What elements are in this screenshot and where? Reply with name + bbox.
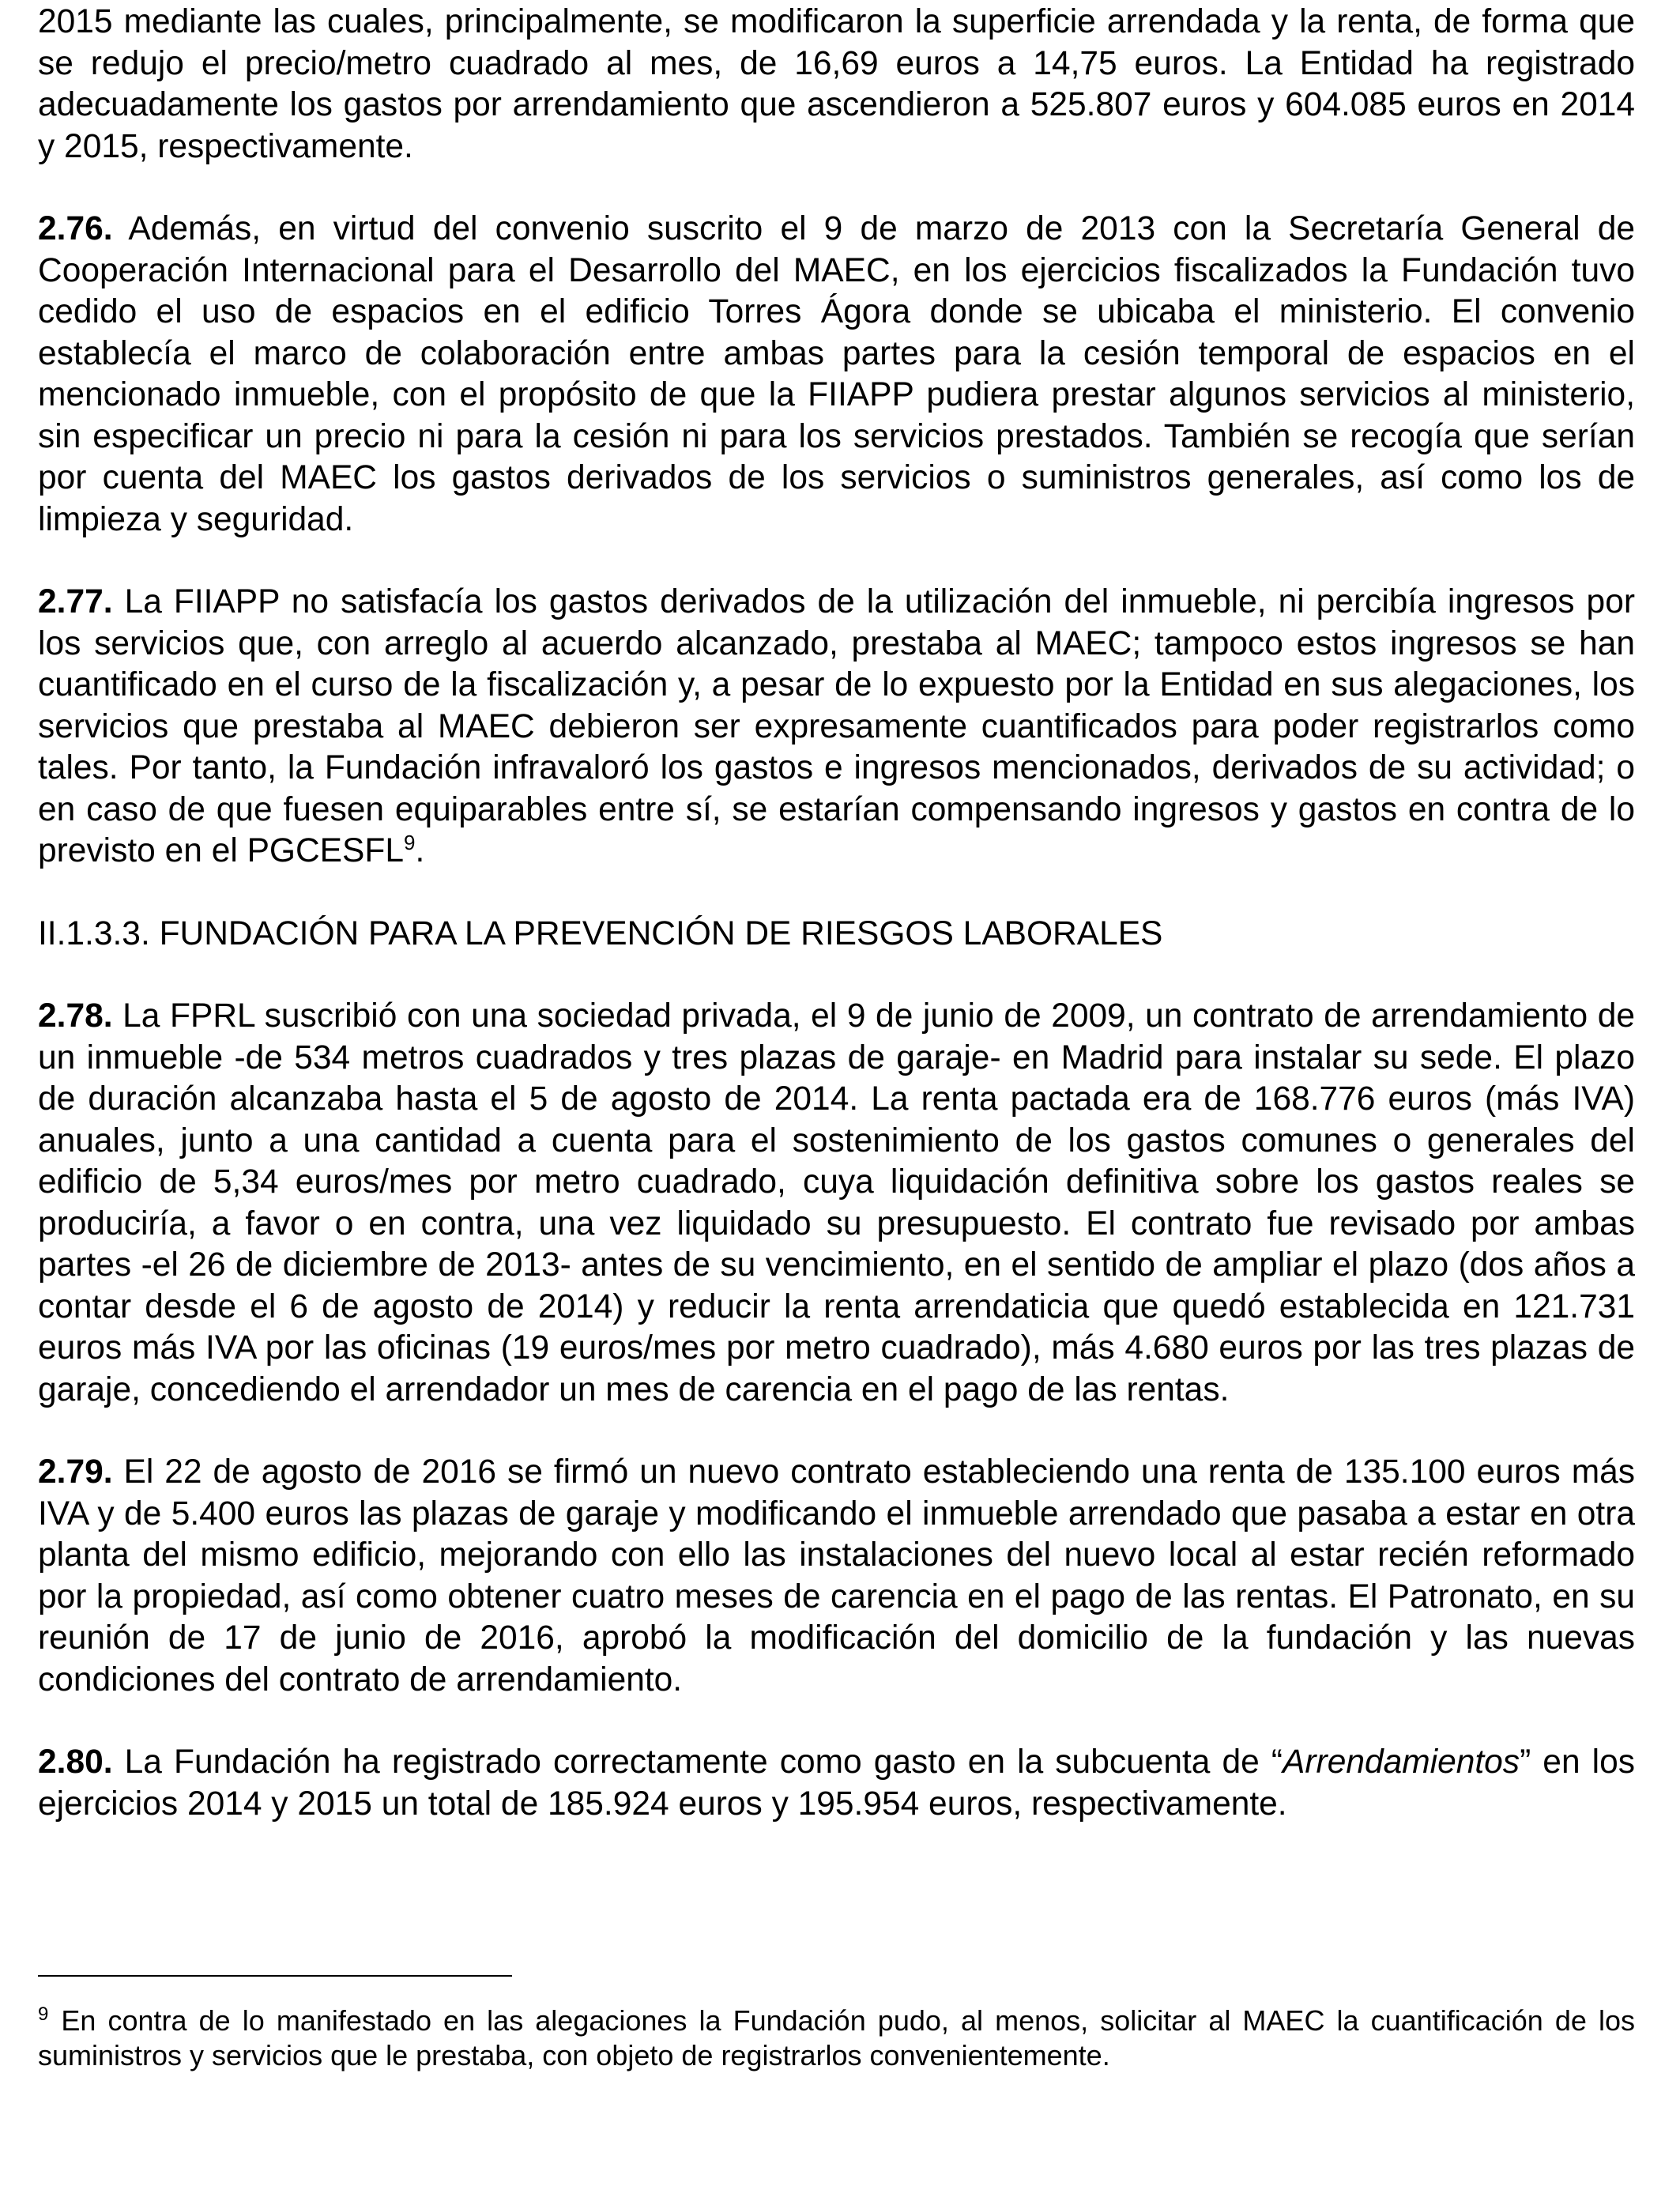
paragraph-text: La FIIAPP no satisfacía los gastos derivados de la utilización del inmueble, ni percibía ingresos por los servicios que, con arreglo al acuerdo alcanzado, prestaba al MAEC; tampoco estos ingresos se han cuantificado en el curso de la fiscalización y, a pesar de lo expuesto por la Entidad en sus alegaciones, los servicios que prestaba al MAEC debieron ser expresamente cuantificados para poder registrarlos como tales. Por tanto, la Fundación infravaloró los gastos e ingresos mencionados, derivados de su actividad; o en caso de que fuesen equiparables entre sí, se estarían compensando ingresos y gastos en contra de lo previsto en el PGCESFL [38, 583, 1635, 869]
footnote-reference[interactable]: 9 [403, 830, 416, 854]
paragraph-number: 2.76. [38, 210, 113, 247]
paragraph-text: La FPRL suscribió con una sociedad privada, el 9 de junio de 2009, un contrato de arrendamiento de un inmueble -de 534 metros cuadrados y tres plazas de garaje- en Madrid para instalar su sede. El plazo de duración alcanzaba hasta el 5 de agosto de 2014. La renta pactada era de 168.776 euros (más IVA) anuales, junto a una cantidad a cuenta para el sostenimiento de los gastos comunes o generales del edificio de 5,34 euros/mes por metro cuadrado, cuya liquidación definitiva sobre los gastos reales se produciría, a favor o en contra, una vez liquidado su presupuesto. El contrato fue revisado por ambas partes -el 26 de diciembre de 2013- antes de su vencimiento, en el sentido de ampliar el plazo (dos años a contar desde el 6 de agosto de 2014) y reducir la renta arrendaticia que quedó establecida en 121.731 euros más IVA por las oficinas (19 euros/mes por metro cuadrado), más 4.680 euros por las tres plazas de garaje, concediendo el arrendador un mes de carencia en el pago de las rentas. [38, 997, 1635, 1408]
paragraph-text: El 22 de agosto de 2016 se firmó un nuevo contrato estableciendo una renta de 135.100 euros más IVA y de 5.400 euros las plazas de garaje y modificando el inmueble arrendado que pasaba a estar en otra planta del mismo edificio, mejorando con ello las instalaciones del nuevo local al estar recién reformado por la propiedad, así como obtener cuatro meses de carencia en el pago de las rentas. El Patronato, en su reunión de 17 de junio de 2016, aprobó la modificación del domicilio de la fundación y las nuevas condiciones del contrato de arrendamiento. [38, 1453, 1635, 1698]
account-name: Arrendamientos [1283, 1744, 1520, 1781]
paragraph-number: 2.80. [38, 1744, 113, 1781]
paragraph-2-80 [38, 1742, 1635, 1825]
paragraph-number: 2.78. [38, 997, 113, 1035]
footnote-text: En contra de lo manifestado en las alegaciones la Fundación pudo, al menos, solicitar al MAEC la cuantificación de los suministros y servicios que le prestaba, con objeto de registrarlos convenientemente. [38, 2004, 1635, 2071]
footnote [38, 2004, 1635, 2073]
paragraph-end: . [415, 832, 425, 869]
footnote-separator [38, 1975, 512, 1977]
paragraph-number: 2.77. [38, 583, 113, 620]
footnote-mark: 9 [38, 2004, 49, 2025]
document-page [38, 0, 1635, 1825]
paragraph-continuation: 2015 mediante las cuales, principalmente, se modificaron la superficie arrendada y la renta, de forma que se redujo el precio/metro cuadrado al mes, de 16,69 euros a 14,75 euros. La Entidad ha registrado adecuadamente los gastos por arrendamiento que ascendieron a 525.807 euros y 604.085 euros en 2014 y 2015, respectivamente. [38, 3, 1635, 165]
paragraph-text: Además, en virtud del convenio suscrito el 9 de marzo de 2013 con la Secretaría General de Cooperación Internacional para el Desarrollo del MAEC, en los ejercicios fiscalizados la Fundación tuvo cedido el uso de espacios en el edificio Torres Ágora donde se ubicaba el ministerio. El convenio establecía el marco de colaboración entre ambas partes para la cesión temporal de espacios en el mencionado inmueble, con el propósito de que la FIIAPP pudiera prestar algunos servicios al ministerio, sin especificar un precio ni para la cesión ni para los servicios prestados. También se recogía que serían por cuenta del MAEC los gastos derivados de los servicios o suministros generales, así como los de limpieza y seguridad. [38, 210, 1635, 538]
section-heading: II.1.3.3. FUNDACIÓN PARA LA PREVENCIÓN DE RIESGOS LABORALES [38, 914, 1163, 952]
paragraph-2-76 [38, 209, 1635, 541]
paragraph-2-79 [38, 1452, 1635, 1701]
paragraph-2-77 [38, 582, 1635, 873]
paragraph-number: 2.79. [38, 1453, 113, 1491]
paragraph-text: La Fundación ha registrado correctamente como gasto en la subcuenta de “ [124, 1744, 1283, 1781]
paragraph-2-78 [38, 996, 1635, 1411]
paragraph-text-end: ” en los ejercicios 2014 y 2015 un total de 185.924 euros y 195.954 euros, respectivamente. [38, 1744, 1635, 1823]
